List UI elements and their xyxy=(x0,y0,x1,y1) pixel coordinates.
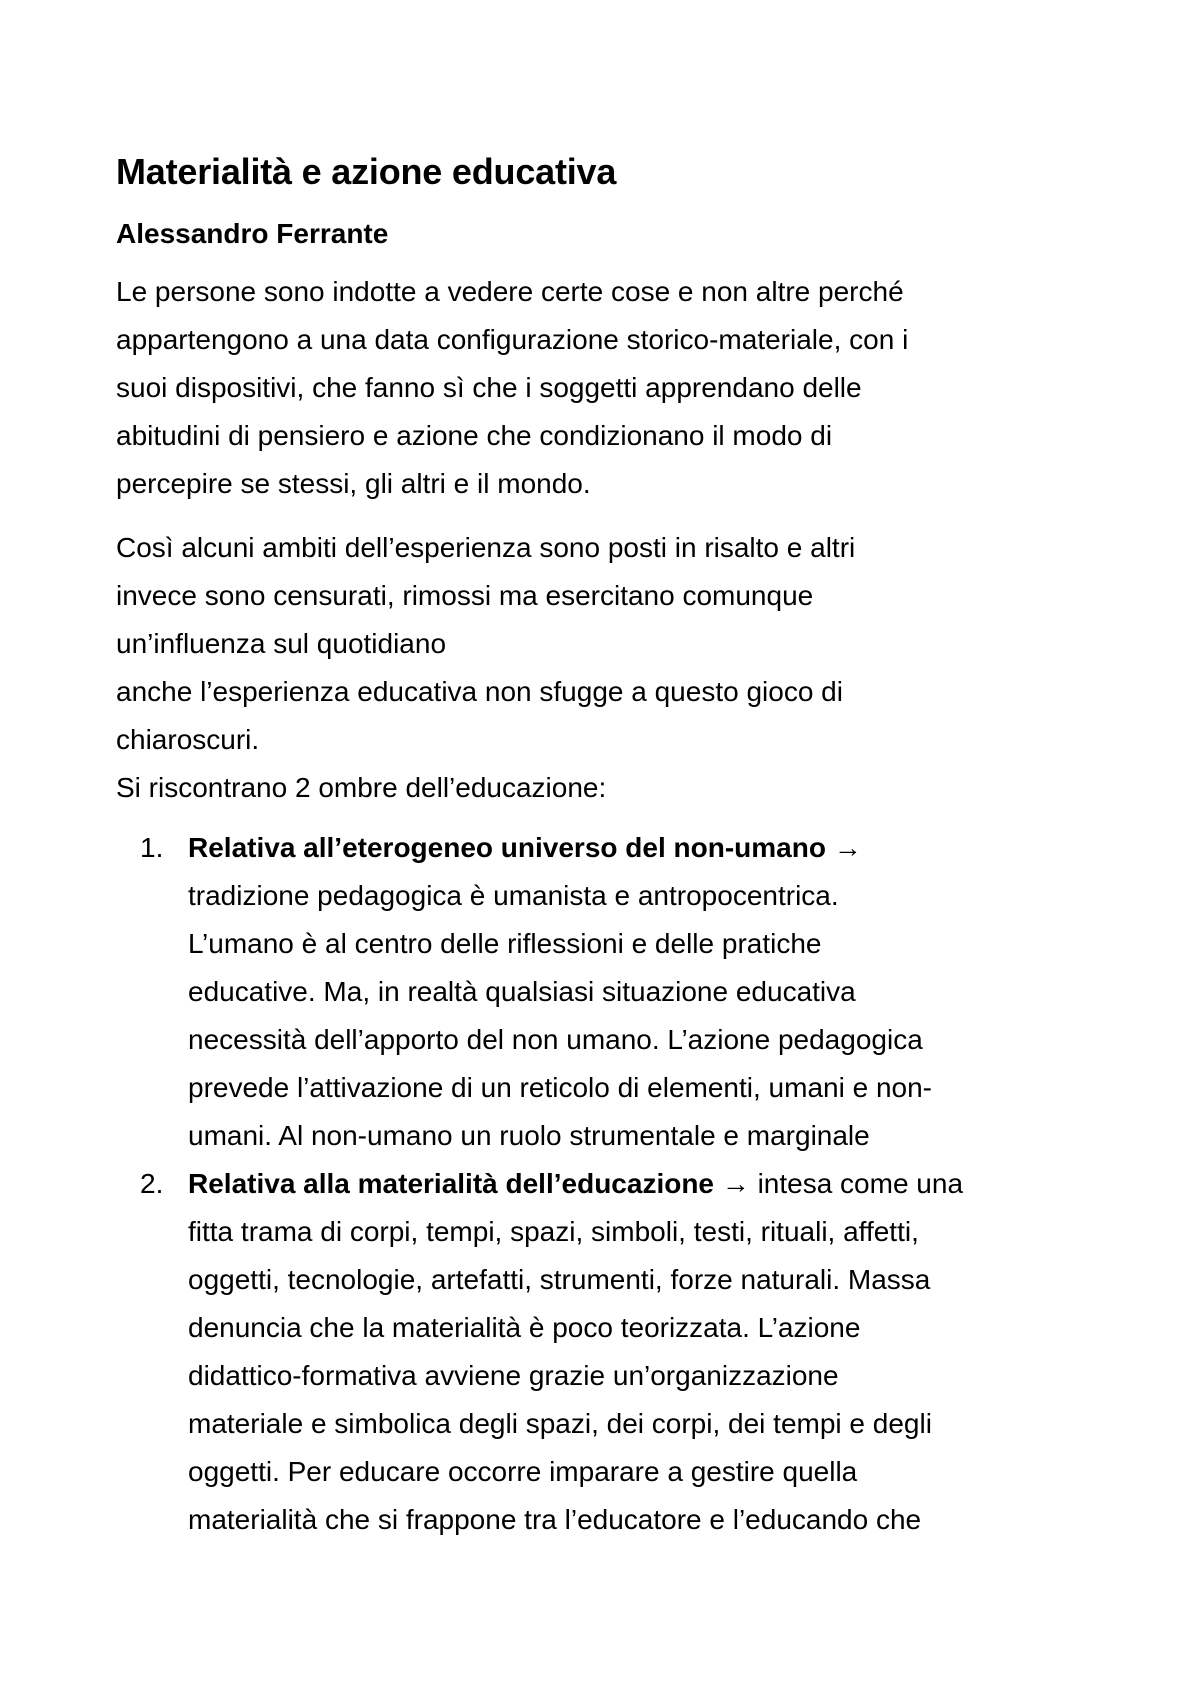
list-item xyxy=(116,1160,1110,1544)
list-item xyxy=(116,824,1110,1160)
paragraph-intro xyxy=(116,268,1110,508)
list-number: 2. xyxy=(140,1168,164,1199)
text-line: Così alcuni ambiti dell’esperienza sono posti in risalto e altri xyxy=(116,532,856,563)
text-line: fitta trama di corpi, tempi, spazi, simboli, testi, rituali, affetti, xyxy=(188,1216,919,1247)
text-line: anche l’esperienza educativa non sfugge a questo gioco di xyxy=(116,676,843,707)
text-line: L’umano è al centro delle riflessioni e delle pratiche xyxy=(188,928,822,959)
text-line: materiale e simbolica degli spazi, dei corpi, dei tempi e degli xyxy=(188,1408,932,1439)
text-line: necessità dell’apporto del non umano. L’azione pedagogica xyxy=(188,1024,923,1055)
text-line: suoi dispositivi, che fanno sì che i soggetti apprendano delle xyxy=(116,372,862,403)
document-title: Materialità e azione educativa xyxy=(116,151,617,192)
text-line: umani. Al non-umano un ruolo strumentale e marginale xyxy=(188,1120,870,1151)
text-line: invece sono censurati, rimossi ma esercitano comunque xyxy=(116,580,814,611)
text-line: materialità che si frappone tra l’educatore e l’educando che xyxy=(188,1504,922,1535)
paragraph-shadows xyxy=(116,524,1110,812)
list-item-first-line xyxy=(188,824,1110,872)
text-line: appartengono a una data configurazione storico-materiale, con i xyxy=(116,324,909,355)
text-line: didattico-formativa avviene grazie un’organizzazione xyxy=(188,1360,839,1391)
text-line: tradizione pedagogica è umanista e antropocentrica. xyxy=(188,880,839,911)
list-item-first-line xyxy=(188,1160,1110,1208)
arrow-right-icon: → xyxy=(721,1168,750,1199)
text-line: Le persone sono indotte a vedere certe cose e non altre perché xyxy=(116,276,904,307)
list-item-heading: Relativa alla materialità dell’educazione xyxy=(188,1168,714,1199)
shadows-list xyxy=(116,824,1110,1544)
text-line: chiaroscuri. xyxy=(116,724,260,755)
text-line: oggetti. Per educare occorre imparare a gestire quella xyxy=(188,1456,858,1487)
text-line: denuncia che la materialità è poco teorizzata. L’azione xyxy=(188,1312,861,1343)
author-name: Alessandro Ferrante xyxy=(116,218,389,249)
text-line: oggetti, tecnologie, artefatti, strumenti, forze naturali. Massa xyxy=(188,1264,931,1295)
text-line: abitudini di pensiero e azione che condizionano il modo di xyxy=(116,420,833,451)
list-number: 1. xyxy=(140,832,164,863)
text-line: percepire se stessi, gli altri e il mondo. xyxy=(116,468,591,499)
list-item-text: intesa come una xyxy=(757,1168,964,1199)
text-line: Si riscontrano 2 ombre dell’educazione: xyxy=(116,772,607,803)
text-line: un’influenza sul quotidiano xyxy=(116,628,447,659)
text-line: prevede l’attivazione di un reticolo di elementi, umani e non- xyxy=(188,1072,932,1103)
arrow-right-icon: → xyxy=(833,832,862,863)
list-item-heading: Relativa all’eterogeneo universo del non-umano xyxy=(188,832,826,863)
text-line: educative. Ma, in realtà qualsiasi situazione educativa xyxy=(188,976,856,1007)
